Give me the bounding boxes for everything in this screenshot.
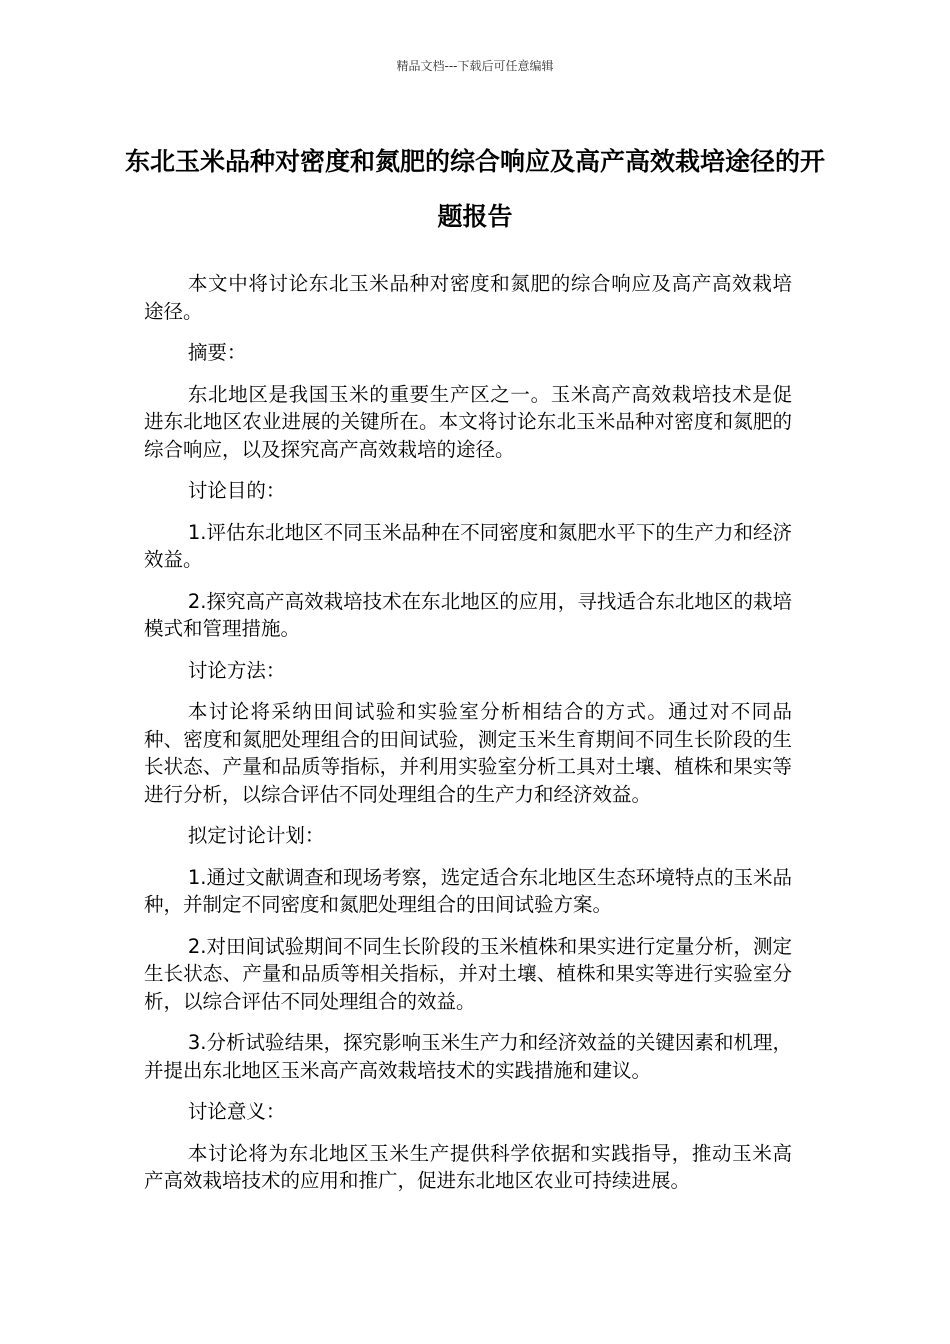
- heading-significance: 讨论意义：: [187, 1100, 286, 1123]
- paragraph-plan-1: 1.通过文献调查和现场考察，选定适合东北地区生态环境特点的玉米品种，并制定不同密度和氮肥处理组合的田间试验方案。: [144, 865, 792, 916]
- paragraph-methods: 本讨论将采纳田间试验和实验室分析相结合的方式。通过对不同品种、密度和氮肥处理组合的田间试验，测定玉米生育期间不同生长阶段的生长状态、产量和品质等指标，并利用实验室分析工具对土壤、植株和果实等进行分析，以综合评估不同处理组合的生产力和经济效益。: [144, 700, 792, 806]
- paragraph-intro: 本文中将讨论东北玉米品种对密度和氮肥的综合响应及高产高效栽培途径。: [144, 272, 792, 323]
- paragraph-objective-1: 1.评估东北地区不同玉米品种在不同密度和氮肥水平下的生产力和经济效益。: [144, 520, 792, 571]
- document-title: 东北玉米品种对密度和氮肥的综合响应及高产高效栽培途径的开题报告: [124, 147, 825, 231]
- heading-objectives: 讨论目的：: [187, 479, 286, 502]
- heading-plan: 拟定讨论计划：: [187, 824, 325, 847]
- header-note: 精品文档---下载后可任意编辑: [396, 59, 554, 73]
- heading-abstract: 摘要：: [187, 341, 247, 364]
- paragraph-plan-3: 3.分析试验结果，探究影响玉米生产力和经济效益的关键因素和机理，并提出东北地区玉米高产高效栽培技术的实践措施和建议。: [144, 1031, 792, 1082]
- paragraph-abstract: 东北地区是我国玉米的重要生产区之一。玉米高产高效栽培技术是促进东北地区农业进展的关键所在。本文将讨论东北玉米品种对密度和氮肥的综合响应，以及探究高产高效栽培的途径。: [144, 382, 792, 461]
- paragraph-objective-2: 2.探究高产高效栽培技术在东北地区的应用，寻找适合东北地区的栽培模式和管理措施。: [144, 589, 792, 640]
- heading-methods: 讨论方法：: [187, 658, 286, 682]
- document-body: [144, 270, 792, 1209]
- paragraph-significance: 本讨论将为东北地区玉米生产提供科学依据和实践指导，推动玉米高产高效栽培技术的应用和推广，促进东北地区农业可持续进展。: [144, 1141, 792, 1192]
- paragraph-plan-2: 2.对田间试验期间不同生长阶段的玉米植株和果实进行定量分析，测定生长状态、产量和品质等相关指标，并对土壤、植株和果实等进行实验室分析，以综合评估不同处理组合的效益。: [144, 934, 792, 1013]
